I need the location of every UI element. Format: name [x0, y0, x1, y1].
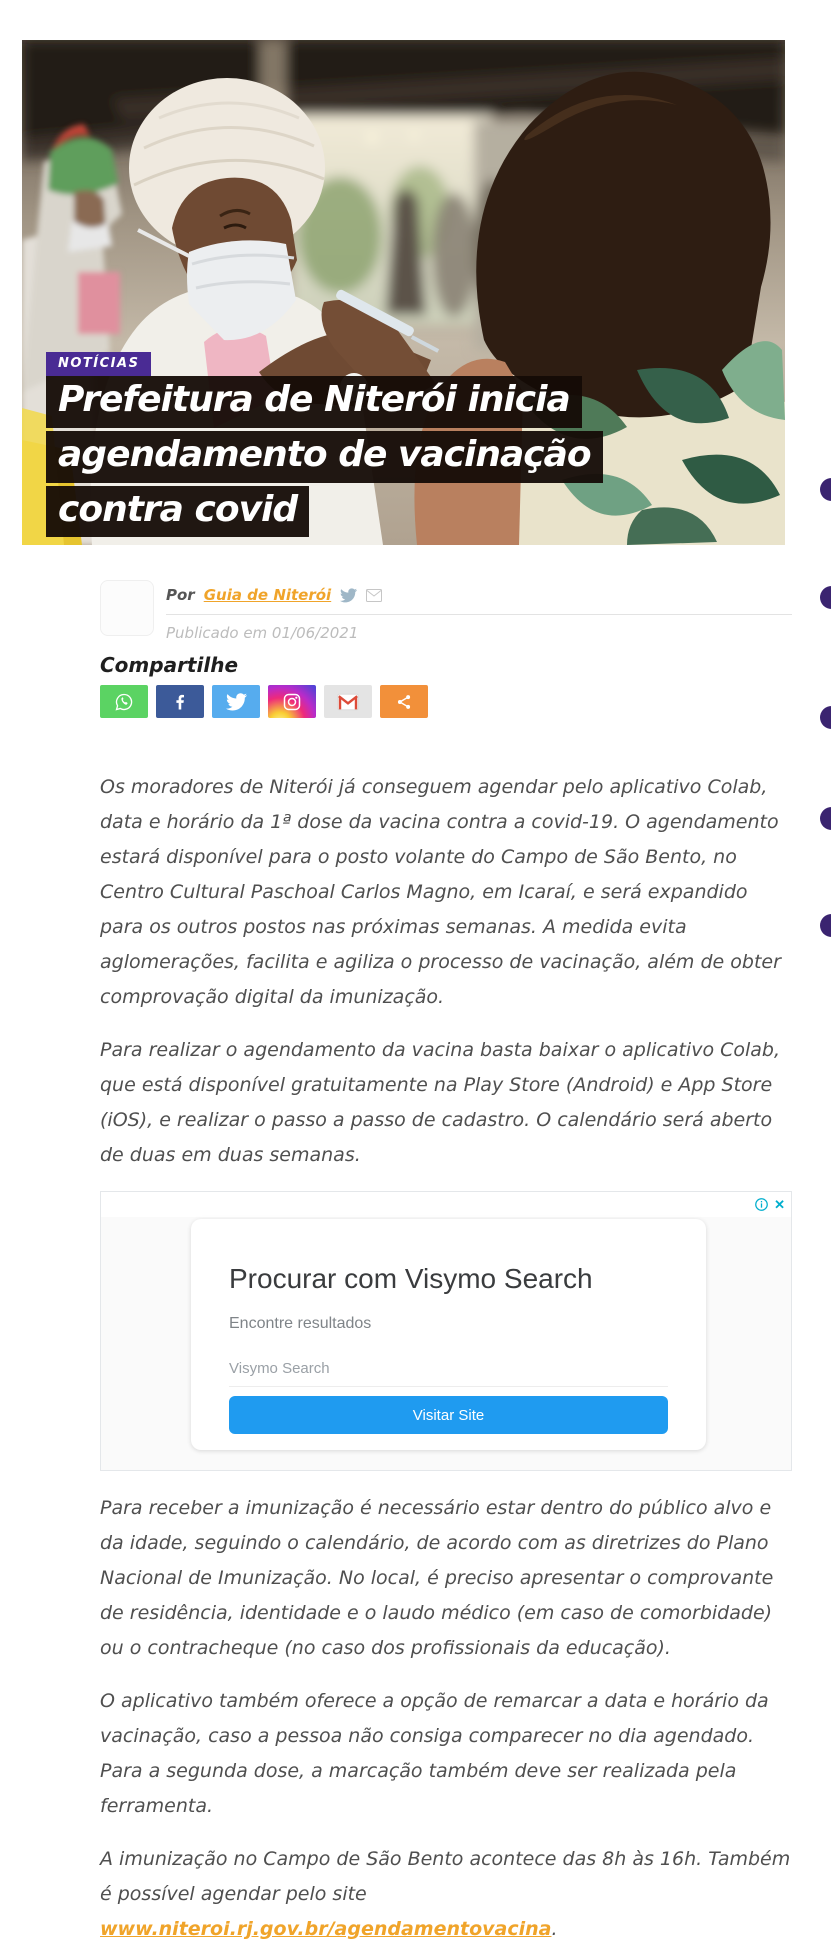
facebook-icon — [170, 692, 190, 712]
gmail-share-button[interactable] — [324, 685, 372, 718]
ad-brand-name: Visymo Search — [229, 1360, 668, 1387]
title-line-3: contra covid — [46, 486, 309, 538]
twitter-icon[interactable] — [340, 588, 357, 603]
byline — [100, 580, 792, 642]
ad-body — [101, 1217, 791, 1470]
paragraph-5-text: A imunização no Campo de São Bento acontece das 8h às 16h. Também é possível agendar pelo site — [100, 1848, 791, 1905]
ad-visit-site-button[interactable]: Visitar Site — [229, 1396, 668, 1434]
ad-subtitle: Encontre resultados — [229, 1315, 372, 1332]
published-date: Publicado em 01/06/2021 — [166, 624, 359, 642]
twitter-icon — [226, 693, 247, 711]
ad-close-icon[interactable]: ✕ — [774, 1196, 785, 1212]
ad-unit — [100, 1191, 792, 1471]
instagram-share-button[interactable] — [268, 685, 316, 718]
twitter-share-button[interactable] — [212, 685, 260, 718]
author-link[interactable]: Guia de Niterói — [203, 586, 332, 604]
share-nodes-icon — [395, 693, 413, 711]
gmail-icon — [337, 693, 359, 711]
floating-side-button-1[interactable] — [820, 478, 831, 501]
whatsapp-share-button[interactable] — [100, 685, 148, 718]
author-avatar — [100, 580, 154, 636]
floating-side-button-3[interactable] — [820, 706, 831, 729]
hero-image — [22, 40, 785, 545]
author-row — [166, 580, 792, 615]
share-heading: Compartilhe — [100, 653, 239, 677]
category-badge[interactable]: NOTÍCIAS — [46, 352, 151, 376]
scheduling-site-link[interactable]: www.niteroi.rj.gov.br/agendamentovacina — [100, 1918, 552, 1940]
paragraph-2: Para realizar o agendamento da vacina basta baixar o aplicativo Colab, que está disponível gratuitamente na Play Store (Android) e App Store (iOS), e realizar o passo a passo de cadastro. O calendário será aberto de duas em duas semanas. — [100, 1039, 781, 1166]
paragraph-1: Os moradores de Niterói já conseguem agendar pelo aplicativo Colab, data e horário da 1ª dose da vacina contra a covid-19. O agendamento estará disponível para o posto volante do Campo de São Bento, no Centro Cultural Paschoal Carlos Magno, em Icaraí, e será expandido para os outros postos nas próximas semanas. A medida evita aglomerações, facilita e agiliza o processo de vacinação, além de obter comprovação digital da imunização. — [100, 776, 781, 1008]
article-title — [46, 376, 603, 540]
ad-card — [191, 1219, 706, 1450]
floating-side-button-4[interactable] — [820, 807, 831, 830]
instagram-icon — [282, 692, 302, 712]
paragraph-5 — [100, 1842, 792, 1947]
floating-side-button-5[interactable] — [820, 914, 831, 937]
title-line-2: agendamento de vacinação — [46, 431, 603, 483]
share-section — [100, 653, 428, 718]
ad-title-link[interactable]: Procurar com Visymo Search — [229, 1263, 593, 1294]
facebook-share-button[interactable] — [156, 685, 204, 718]
author-prefix: Por — [166, 586, 195, 604]
title-line-1: Prefeitura de Niterói inicia — [46, 376, 582, 428]
ad-top-strip — [101, 1192, 791, 1217]
paragraph-5-suffix: . — [551, 1918, 558, 1940]
adchoices-info-icon[interactable] — [755, 1198, 768, 1211]
floating-side-button-2[interactable] — [820, 586, 831, 609]
email-icon[interactable] — [366, 589, 382, 602]
paragraph-4: O aplicativo também oferece a opção de remarcar a data e horário da vacinação, caso a pessoa não consiga comparecer no dia agendado. Para a segunda dose, a marcação também deve ser realizada pela ferramenta. — [100, 1690, 769, 1817]
whatsapp-icon — [114, 692, 134, 712]
paragraph-3: Para receber a imunização é necessário estar dentro do público alvo e da idade, seguindo o calendário, de acordo com as diretrizes do Plano Nacional de Imunização. No local, é preciso apresentar o comprovante de residência, identidade e o laudo médico (em caso de comorbidade) ou o contracheque (no caso dos profissionais da educação). — [100, 1497, 774, 1659]
share-buttons — [100, 685, 428, 718]
article-body — [100, 770, 792, 1947]
more-share-button[interactable] — [380, 685, 428, 718]
